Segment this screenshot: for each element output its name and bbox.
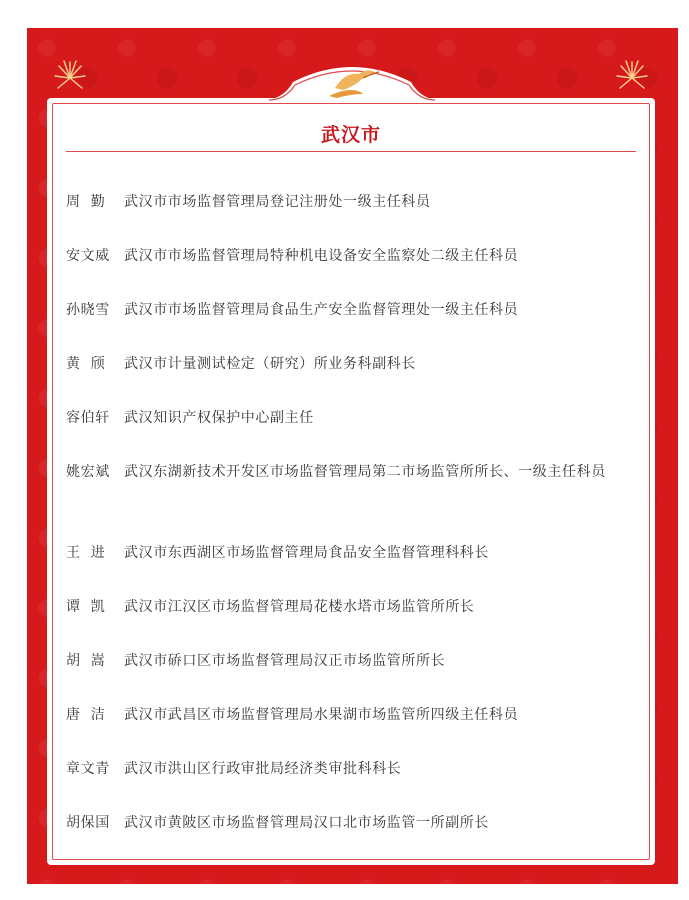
- person-name: 周 勤: [66, 194, 106, 210]
- list-item: [66, 189, 640, 216]
- list-item: [66, 405, 640, 432]
- title-divider: [66, 151, 636, 152]
- person-post: 武汉知识产权保护中心副主任: [124, 410, 314, 426]
- person-name: 胡 嵩: [66, 653, 106, 669]
- person-name: 安文威: [66, 248, 110, 264]
- person-post: 武汉市硚口区市场监督管理局汉正市场监管所所长: [124, 653, 446, 669]
- list-item: [66, 756, 640, 783]
- person-post: 武汉市武昌区市场监督管理局水果湖市场监管所四级主任科员: [124, 707, 519, 723]
- list-item: [66, 459, 640, 486]
- person-post: 武汉东湖新技术开发区市场监督管理局第二市场监管所所长、一级主任科员: [124, 464, 606, 480]
- list-item: [66, 351, 640, 378]
- list-item: [66, 243, 640, 270]
- firework-icon: [50, 56, 90, 96]
- list-item: [66, 648, 640, 675]
- person-post: 武汉市洪山区行政审批局经济类审批科科长: [124, 761, 402, 777]
- firework-icon: [612, 56, 652, 96]
- person-post: 武汉市东西湖区市场监督管理局食品安全监督管理科科长: [124, 545, 489, 561]
- list-item: [66, 540, 640, 567]
- person-name: 孙晓雪: [66, 302, 110, 318]
- list-item: [66, 810, 640, 837]
- section-title: 武汉市: [320, 124, 381, 146]
- person-name: 谭 凯: [66, 599, 106, 615]
- person-name: 章文青: [66, 761, 110, 777]
- person-name: 唐 洁: [66, 707, 106, 723]
- list-item: [66, 702, 640, 729]
- person-post: 武汉市市场监督管理局登记注册处一级主任科员: [124, 194, 431, 210]
- person-name: 王 进: [66, 545, 106, 561]
- person-post: 武汉市市场监督管理局特种机电设备安全监察处二级主任科员: [124, 248, 519, 264]
- person-post: 武汉市江汉区市场监督管理局花楼水塔市场监管所所长: [124, 599, 475, 615]
- person-post: 武汉市计量测试检定（研究）所业务科副科长: [124, 356, 416, 372]
- person-name: 容伯轩: [66, 410, 110, 426]
- person-name: 胡保国: [66, 815, 110, 831]
- person-post: 武汉市市场监督管理局食品生产安全监督管理处一级主任科员: [124, 302, 519, 318]
- person-name: 黄 颀: [66, 356, 106, 372]
- person-name: 姚宏斌: [66, 464, 110, 480]
- person-post: 武汉市黄陂区市场监督管理局汉口北市场监管一所副所长: [124, 815, 489, 831]
- list-item: [66, 594, 640, 621]
- list-item: [66, 297, 640, 324]
